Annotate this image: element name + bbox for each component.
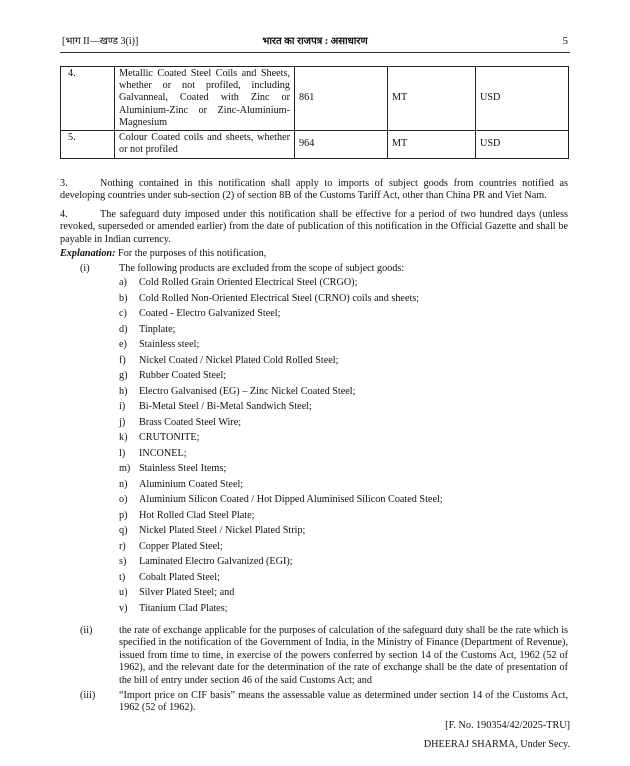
- paragraph-number: 3.: [60, 178, 68, 189]
- explanation-intro: For the purposes of this notification,: [118, 248, 267, 259]
- list-item: [119, 386, 559, 402]
- list-item: [119, 603, 559, 619]
- list-item-letter: o): [119, 494, 128, 505]
- list-item-text: Stainless steel;: [139, 339, 200, 350]
- list-item-text: Titanium Clad Plates;: [139, 602, 228, 614]
- list-item: [119, 587, 559, 603]
- table-cell-value: 861: [295, 67, 388, 131]
- list-item-letter: g): [119, 370, 128, 381]
- list-item-letter: p): [119, 509, 128, 521]
- list-item-letter: n): [119, 478, 128, 490]
- list-item-letter: s): [119, 556, 127, 567]
- list-item-letter: v): [119, 602, 128, 614]
- list-item: [119, 355, 559, 371]
- table-cell-value: 964: [295, 131, 388, 158]
- list-item-text: Aluminium Coated Steel;: [139, 478, 244, 490]
- list-item-text: Cold Rolled Grain Oriented Electrical Steel (CRGO);: [139, 277, 358, 288]
- list-item: [119, 556, 559, 572]
- list-item-text: Hot Rolled Clad Steel Plate;: [139, 509, 255, 521]
- paragraph-number: 4.: [60, 209, 68, 220]
- list-item-text: INCONEL;: [139, 447, 187, 459]
- list-item-letter: f): [119, 354, 126, 366]
- list-item-letter: b): [119, 292, 128, 304]
- list-item: [119, 401, 559, 417]
- table-cell-description: Colour Coated coils and sheets, whether or not profiled: [115, 131, 295, 158]
- table-cell-sn: 4.: [61, 67, 115, 131]
- list-item-text: Bi-Metal Steel / Bi-Metal Sandwich Steel;: [139, 401, 312, 412]
- list-item-text: Copper Plated Steel;: [139, 540, 223, 552]
- clause-ii-text: the rate of exchange applicable for the purposes of calculation of the safeguard duty shall be the rate which is specified in the notification of the Government of India, in the Ministry of Finance (Department of Revenue), issued from time to time, in exercise of the powers conferred by section 14 of the Customs Act, 1962 (52 of 1962), and the relevant date for the determination of the rate of exchange shall be the date of presentation of the bill of entry under section 46 of the said Customs Act; and: [119, 625, 568, 686]
- list-item: [119, 463, 559, 479]
- list-item-letter: i): [119, 401, 126, 412]
- paragraph-3: [60, 178, 568, 203]
- list-item-text: Rubber Coated Steel;: [139, 370, 227, 381]
- table-cell-sn: 5.: [61, 131, 115, 158]
- list-item-text: Cold Rolled Non-Oriented Electrical Steel (CRNO) coils and sheets;: [139, 292, 420, 304]
- list-item: [119, 541, 559, 557]
- explanation-heading: [60, 248, 568, 260]
- table-row: [61, 67, 569, 131]
- table-row: [61, 131, 569, 158]
- clause-iii-number: (iii): [80, 690, 96, 701]
- list-item-text: CRUTONITE;: [139, 432, 200, 443]
- list-item-letter: k): [119, 432, 128, 443]
- paragraph-4: [60, 209, 568, 246]
- list-item-text: Brass Coated Steel Wire;: [139, 416, 242, 428]
- list-item: [119, 572, 559, 588]
- table-cell-description: Metallic Coated Steel Coils and Sheets, whether or not profiled, including Galvanneal, Coated with Zinc or Aluminium-Zinc or Zinc-Aluminium-Magnesium: [115, 67, 295, 131]
- clause-i-number: (i): [80, 263, 90, 274]
- list-item-letter: t): [119, 571, 126, 583]
- header-part-label: [भाग II—खण्ड 3(i)]: [62, 36, 139, 47]
- table-cell-currency: USD: [476, 67, 569, 131]
- list-item-text: Nickel Coated / Nickel Plated Cold Rolled Steel;: [139, 354, 339, 366]
- list-item-letter: m): [119, 463, 131, 474]
- list-item-letter: a): [119, 277, 127, 288]
- list-item-text: Electro Galvanised (EG) – Zinc Nickel Coated Steel;: [139, 385, 356, 397]
- list-item: [119, 479, 559, 495]
- paragraph-text: Nothing contained in this notification shall apply to imports of subject goods from countries notified as developing countries under sub-section (2) of section 8B of the Customs Tariff Act, other than China PR and Viet Nam.: [60, 178, 568, 202]
- list-item: [119, 308, 559, 324]
- table-cell-currency: USD: [476, 131, 569, 158]
- file-number: [F. No. 190354/42/2025-TRU]: [445, 720, 570, 731]
- list-item: [119, 417, 559, 433]
- list-item-letter: q): [119, 525, 128, 536]
- list-item: [119, 494, 559, 510]
- list-item: [119, 277, 559, 293]
- list-item-text: Nickel Plated Steel / Nickel Plated Strip;: [139, 525, 306, 536]
- list-item: [119, 432, 559, 448]
- clause-ii-number: (ii): [80, 625, 93, 636]
- list-item: [119, 525, 559, 541]
- list-item-text: Stainless Steel Items;: [139, 463, 227, 474]
- page-number: 5: [562, 35, 568, 47]
- list-item: [119, 370, 559, 386]
- excluded-products-list: [119, 277, 559, 618]
- list-item-text: Aluminium Silicon Coated / Hot Dipped Aluminised Silicon Coated Steel;: [139, 494, 443, 505]
- duty-table: [60, 66, 569, 159]
- header-gazette-title: भारत का राजपत्र : असाधारण: [262, 36, 368, 47]
- list-item: [119, 324, 559, 340]
- list-item-text: Tinplate;: [139, 323, 176, 335]
- list-item-letter: r): [119, 540, 126, 552]
- list-item-letter: u): [119, 587, 128, 598]
- table-cell-unit: MT: [388, 131, 476, 158]
- list-item: [119, 510, 559, 526]
- list-item-letter: e): [119, 339, 127, 350]
- page-header: [60, 36, 570, 53]
- list-item: [119, 293, 559, 309]
- paragraph-text: The safeguard duty imposed under this notification shall be effective for a period of two hundred days (unless revoked, superseded or amended earlier) from the date of publication of this notification in the Official Gazette and shall be payable in Indian currency.: [60, 209, 568, 245]
- list-item: [119, 448, 559, 464]
- list-item: [119, 339, 559, 355]
- list-item-letter: h): [119, 385, 128, 397]
- clause-iii-text: “Import price on CIF basis” means the assessable value as determined under section 14 of the Customs Act, 1962 (52 of 1962).: [119, 690, 568, 714]
- clause-i-text: The following products are excluded from the scope of subject goods:: [119, 263, 405, 274]
- table-cell-unit: MT: [388, 67, 476, 131]
- list-item-text: Laminated Electro Galvanized (EGI);: [139, 556, 293, 567]
- list-item-text: Silver Plated Steel; and: [139, 587, 235, 598]
- signatory: DHEERAJ SHARMA, Under Secy.: [423, 739, 570, 750]
- list-item-letter: l): [119, 447, 126, 459]
- list-item-text: Coated - Electro Galvanized Steel;: [139, 308, 281, 319]
- list-item-letter: d): [119, 323, 128, 335]
- explanation-label: Explanation:: [60, 248, 116, 259]
- list-item-letter: c): [119, 308, 127, 319]
- list-item-text: Cobalt Plated Steel;: [139, 571, 220, 583]
- list-item-letter: j): [119, 416, 126, 428]
